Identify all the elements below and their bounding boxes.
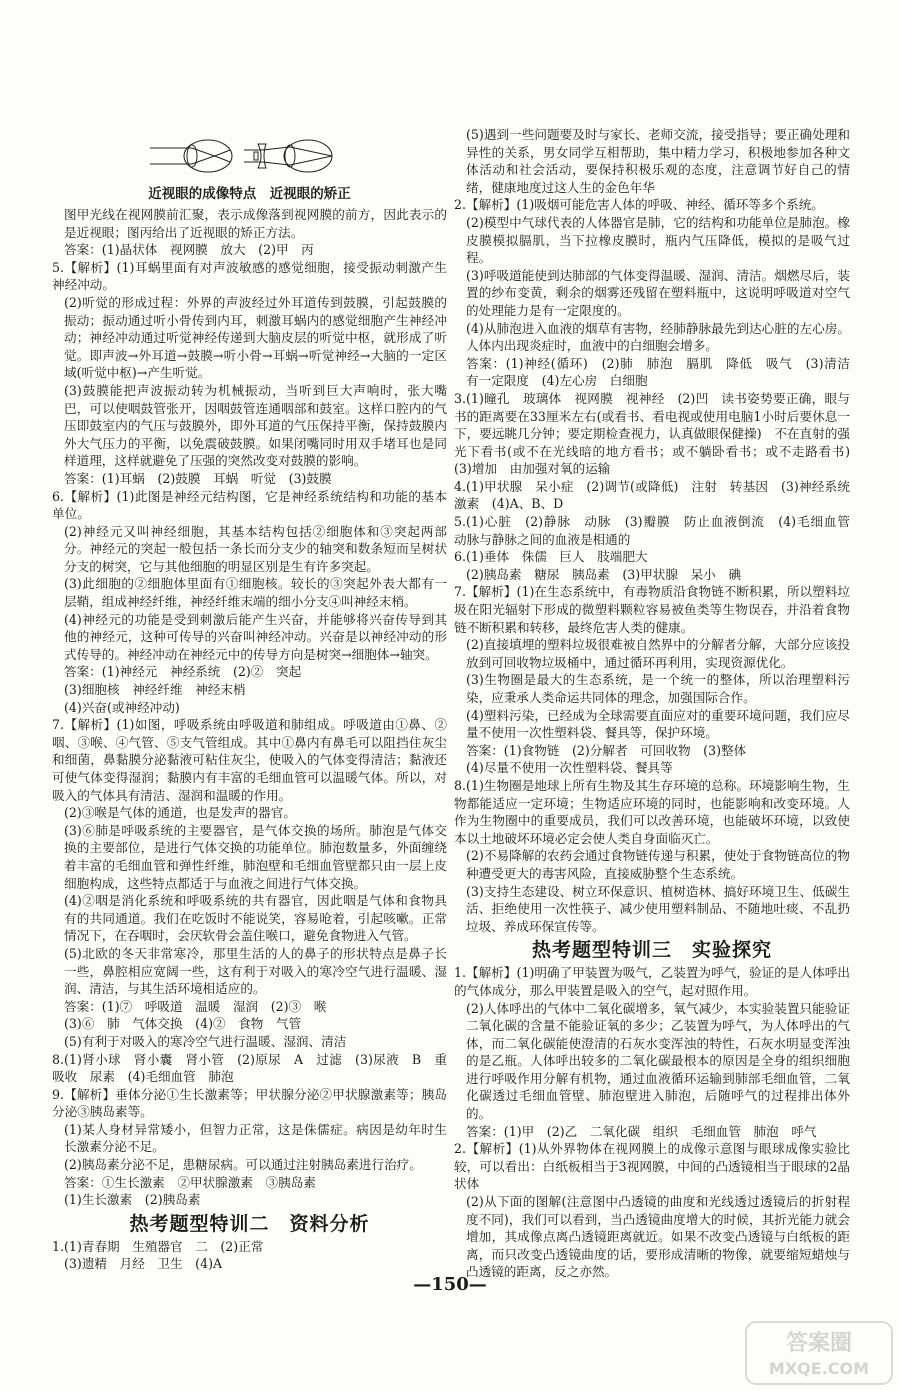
paragraph: 答案：(1)神经元 神经系统 (2)② 突起	[64, 664, 302, 680]
paragraph: (5)遇到一些问题要及时与家长、老师交流，接受指导；要正确处理和异性的关系，男女同学互相帮助，集中精力学习，积极地参加各种文体活动和社会活动，要保持积极乐观的态度，注意调节好自己的情绪，健康地度过这人生的金色年华	[466, 127, 850, 195]
paragraph: (2)直接填埋的塑料垃圾很难被自然界中的分解者分解，大部分应该投放到可回收物垃圾桶中，通过循环再利用，实现资源优化。	[466, 637, 850, 670]
page-number: —150—	[413, 1274, 487, 1295]
paragraph: (4)塑料污染，已经成为全球需要直面应对的重要环境问题，我们应尽量不使用一次性塑料袋、餐具等，保护环境。	[466, 707, 850, 741]
paragraph: (4)②咽是消化系统和呼吸系统的共有器官，因此咽是气体和食物具有的共同通道。我们在吃饭时不能说笑，容易呛着，引起咳嗽。正常情况下，在吞咽时，会厌软骨会盖住喉口，避免食物进入气管。	[64, 893, 447, 944]
watermark-logo	[744, 1320, 894, 1386]
paragraph: (5)有利于对吸入的寒冷空气进行温暖、湿润、清洁	[64, 1033, 347, 1049]
paragraph: (4)兴奋(或神经冲动)	[64, 699, 180, 715]
right-column	[454, 126, 863, 1281]
paragraph: 9.【解析】垂体分泌①生长激素等；甲状腺分泌②甲状腺激素等；胰岛分泌③胰岛素等。	[52, 1086, 447, 1120]
svg-text:答案圈: 答案圈	[785, 1331, 853, 1356]
left-column	[52, 126, 447, 1273]
paragraph: (1)某人身材异常矮小，但智力正常，这是侏儒症。病因是幼年时生长激素分泌不足。	[64, 1121, 447, 1155]
paragraph: (2)听觉的形成过程：外界的声波经过外耳道传到鼓膜，引起鼓膜的振动；振动通过听小骨传到内耳，刺激耳蜗内的感觉细胞产生神经冲动；神经冲动通过听觉神经传递到大脑皮层的听觉中枢，就形成了听觉。即声波→外耳道→鼓膜→听小骨→耳蜗→听觉神经→大脑的一定区域(听觉中枢)→产生听觉。	[64, 294, 447, 381]
paragraph: 1.(1)青春期 生殖器官 二 (2)正常	[52, 1238, 264, 1254]
paragraph: (3)⑥肺是呼吸系统的主要器官，是气体交换的场所。肺泡是气体交换的主要部位，是进行气体交换的功能单位。肺泡数量多，外面缠绕着丰富的毛细血管和弹性纤维，肺泡壁和毛细血管壁都只由一层上皮细胞构成，这些特点都适于与血液之间进行气体交换。	[64, 822, 447, 891]
paragraph: 4.(1)甲状腺 呆小症 (2)调节(或降低) 注射 转基因 (3)神经系统 激素 (4)A、B、D	[454, 478, 863, 512]
paragraph: (2)神经元又叫神经细胞，其基本结构包括②细胞体和③突起两部分。神经元的突起一般包括一条长而分支少的轴突和数条短而呈树状分支的树突，它与其他细胞的明显区别是生有许多突起。	[64, 523, 447, 574]
svg-text:MXQE.COM: MXQE.COM	[768, 1359, 870, 1378]
paragraph: (3)生物圈是最大的生态系统，是一个统一的整体，所以治理塑料污染，应秉承人类命运共同体的理念，加强国际合作。	[466, 672, 850, 705]
paragraph: (3)鼓膜能把声波振动转为机械振动，当听到巨大声响时，张大嘴巴，可以使咽鼓管张开，因咽鼓管连通咽部和鼓室。这样口腔内的气压即鼓室内的气压与鼓膜外，即外耳道的气压保持平衡，保持鼓膜内外大气压力的平衡，以免震破鼓膜。如果闭嘴同时用双手堵耳也是同样道理，这样就避免了压强的突然改变对鼓膜的影响。	[64, 382, 447, 469]
paragraph: (2)胰岛素分泌不足，患糖尿病。可以通过注射胰岛素进行治疗。	[64, 1157, 422, 1173]
paragraph: 7.【解析】(1)如图，呼吸系统由呼吸道和肺组成。呼吸道由①鼻、②咽、③喉、④气管、⑤支气管组成。其中①鼻内有鼻毛可以阻挡住灰尘和细菌，鼻黏膜分泌黏液可粘住灰尘，使吸入的气体变得清洁；黏液还可使气体变得湿润；黏膜内有丰富的毛细血管可以温暖气体。所以，对吸入的气体具有清洁、湿润和温暖的作用。	[52, 717, 447, 803]
paragraph: 5.【解析】(1)耳蜗里面有对声波敏感的感觉细胞，接受振动刺激产生神经冲动。	[52, 259, 447, 293]
paragraph: (2)③喉是气体的通道，也是发声的器官。	[64, 805, 296, 821]
paragraph: 答案：(1)⑦ 呼吸道 温暖 湿润 (2)③ 喉	[64, 998, 327, 1014]
paragraph: (2)人体呼出的气体中二氧化碳增多，氧气减少，本实验装置只能验证二氧化碳的含量不能验证氧的多少；乙装置为呼气，为人体呼出的气体，而二氧化碳能使澄清的石灰水变浑浊的特性，石灰水明显变浑浊的是乙瓶。人体呼出较多的二氧化碳最根本的原因是全身的组织细胞进行呼吸作用分解有机物，通过血液循环运输到肺部毛细血管，二氧化碳透过毛细血管壁、肺泡壁进入肺泡，后随呼气的过程排出体外的。	[466, 1000, 850, 1122]
paragraph: (2)从下面的图解(注意图中凸透镜的曲度和光线透过透镜后的折射程度不同)，我们可以看到，当凸透镜曲度增大的时候，其折光能力就会增加，其成像点离凸透镜距离就近。如果不改变凸透镜与白纸板的距离，而只改变凸透镜曲度的话，要形成清晰的物像，就要缩短蜡烛与凸透镜的距离，反之亦然。	[466, 1194, 850, 1280]
paragraph: 7.【解析】(1)在生态系统中，有毒物质沿食物链不断积累，所以塑料垃圾在阳光辐射下形成的微塑料颗粒容易被鱼类等生物误吞，并沿着食物链不断积累和转移，最终危害人类的健康。	[454, 584, 850, 635]
section-title-3: 热考题型特训三 实验探究	[531, 939, 772, 962]
paragraph: (3)细胞核 神经纤维 神经末梢	[64, 682, 246, 698]
section-2-body	[52, 1238, 447, 1273]
paragraph: (3)此细胞的②细胞体里面有①细胞核。较长的③突起外表大都有一层鞘，组成神经纤维，神经纤维末端的细小分支④叫神经末梢。	[64, 576, 447, 610]
paragraph: 1.【解析】(1)明确了甲装置为吸气，乙装置为呼气，验证的是人体呼出的气体成分，那么甲装置是吸入的空气，起对照作用。	[454, 965, 850, 998]
paragraph: 答案：(1)甲 (2)乙 二氧化碳 组织 毛细血管 肺泡 呼气	[466, 1123, 817, 1139]
paragraph: (4)尽量不使用一次性塑料袋、餐具等	[466, 760, 673, 776]
paragraph: 6.(1)垂体 侏儒 巨人 肢端肥大	[454, 549, 648, 565]
paragraph: 图甲光线在视网膜前汇聚，表示成像落到视网膜的前方，因此表示的是近视眼；图丙给出了近视眼的矫正方法。	[64, 207, 447, 240]
paragraph: (1)生长激素 (2)胰岛素	[64, 1192, 201, 1208]
left-column-body	[52, 206, 447, 1209]
paragraph: 3.(1)瞳孔 玻璃体 视网膜 视神经 (2)凹 读书姿势要正确，眼与书的距离要在33厘米左右(或看书、看电视或使用电脑1小时后要休息一下，要远眺几分钟；要定期检查视力，认真做眼保健操) 不在直射的强光下看书(或不在光线暗的地方看书；或不躺卧看书；或不走路看书) (3)增加 由加强对氧的运输	[454, 390, 863, 477]
paragraph: 2.【解析】(1)从外界物体在视网膜上的成像示意图与眼球成像实验比较，可以看出：白纸板相当于3视网膜，中间的凸透镜相当于眼球的2晶状体	[454, 1141, 850, 1192]
paragraph: 答案：(1)耳蜗 (2)鼓膜 耳蜗 听觉 (3)鼓膜	[64, 470, 332, 486]
section-3-body	[454, 964, 850, 1281]
paragraph: (2)胰岛素 糖尿 胰岛素 (3)甲状腺 呆小 碘	[466, 566, 741, 582]
paragraph: (2)不易降解的农药会通过食物链传递与积累，使处于食物链高位的物种遭受更大的毒害风险，直接威胁整个生态系统。	[466, 848, 850, 881]
paragraph: 答案：(1)晶状体 视网膜 放大 (2)甲 丙	[64, 242, 314, 258]
paragraph: 2.【解析】(1)吸烟可能危害人体的呼吸、神经、循环等多个系统。	[454, 197, 824, 213]
paragraph: 答案：①生长激素 ②甲状腺激素 ③胰岛素	[64, 1174, 316, 1190]
paragraph: (3)⑥ 肺 气体交换 (4)② 食物 气管	[64, 1016, 302, 1032]
paragraph: (2)模型中气球代表的人体器官是肺，它的结构和功能单位是肺泡。橡皮膜模拟膈肌，当下拉橡皮膜时，瓶内气压降低，模拟的是吸气过程。	[466, 214, 850, 266]
figure-caption: 近视眼的成像特点 近视眼的矫正	[148, 186, 351, 202]
paragraph: (3)支持生态建设、树立环保意识、植树造林、搞好环境卫生、低碳生活、拒绝使用一次性筷子、减少使用塑料制品、不随地吐痰、不乱扔垃圾、养成环保宣传等。	[466, 883, 850, 934]
paragraph: (4)神经元的功能是受到刺激后能产生兴奋，并能够将兴奋传导到其他的神经元，这种可传导的兴奋叫神经冲动。兴奋是以神经冲动的形式传导的。神经冲动在神经元中的传导方向是树突→细胞体→轴突。	[64, 611, 447, 662]
paragraph: (5)北欧的冬天非常寒冷，那里生活的人的鼻子的形状特点是鼻子长一些，鼻腔相应宽阔一些，这有利于对吸入的寒冷空气进行温暖、湿润、清洁，与其生活环境相适应的。	[64, 945, 447, 997]
paragraph: (3)遗精 月经 卫生 (4)A	[64, 1256, 223, 1272]
section-title-2: 热考题型特训二 资料分析	[129, 1212, 370, 1235]
paragraph: 6.【解析】(1)此图是神经元结构图，它是神经系统结构和功能的基本单位。	[52, 488, 447, 522]
paragraph: 8.(1)生物圈是地球上所有生物及其生存环境的总称。环境影响生物，生物都能适应一定环境；生物适应环境的同时，也能影响和改变环境。人作为生物圈中的重要成员，我们可以改善环境，也能破坏环境，以致使本以土地破坏环境必定会使人类自身面临灭亡。	[454, 777, 850, 846]
paragraph: 答案：(1)食物链 (2)分解者 可回收物 (3)整体	[466, 742, 747, 758]
paragraph: 8.(1)肾小球 肾小囊 肾小管 (2)原尿 A 过滤 (3)尿液 B 重吸收 尿素 (4)毛细血管 肺泡	[52, 1051, 447, 1085]
paragraph: 5.(1)心脏 (2)静脉 动脉 (3)瓣膜 防止血液倒流 (4)毛细血管 动脉与静脉之间的血液是相通的	[454, 514, 863, 547]
right-column-body	[454, 126, 863, 935]
paragraph: (4)从肺泡进入血液的烟草有害物，经肺静脉最先到达心脏的左心房。人体内出现炎症时，血液中的白细胞会增多。	[466, 320, 850, 354]
paragraph: 答案：(1)神经(循环) (2)肺 肺泡 膈肌 降低 吸气 (3)清洁 有一定限度 (4)左心房 白细胞	[466, 355, 863, 389]
paragraph: (3)呼吸道能使到达肺部的气体变得温暖、湿润、清洁。烟燃尽后，装置的纱布变黄，剩余的烟雾还残留在塑料瓶中，这说明呼吸道对空气的处理能力是有一定限度的。	[466, 267, 850, 318]
